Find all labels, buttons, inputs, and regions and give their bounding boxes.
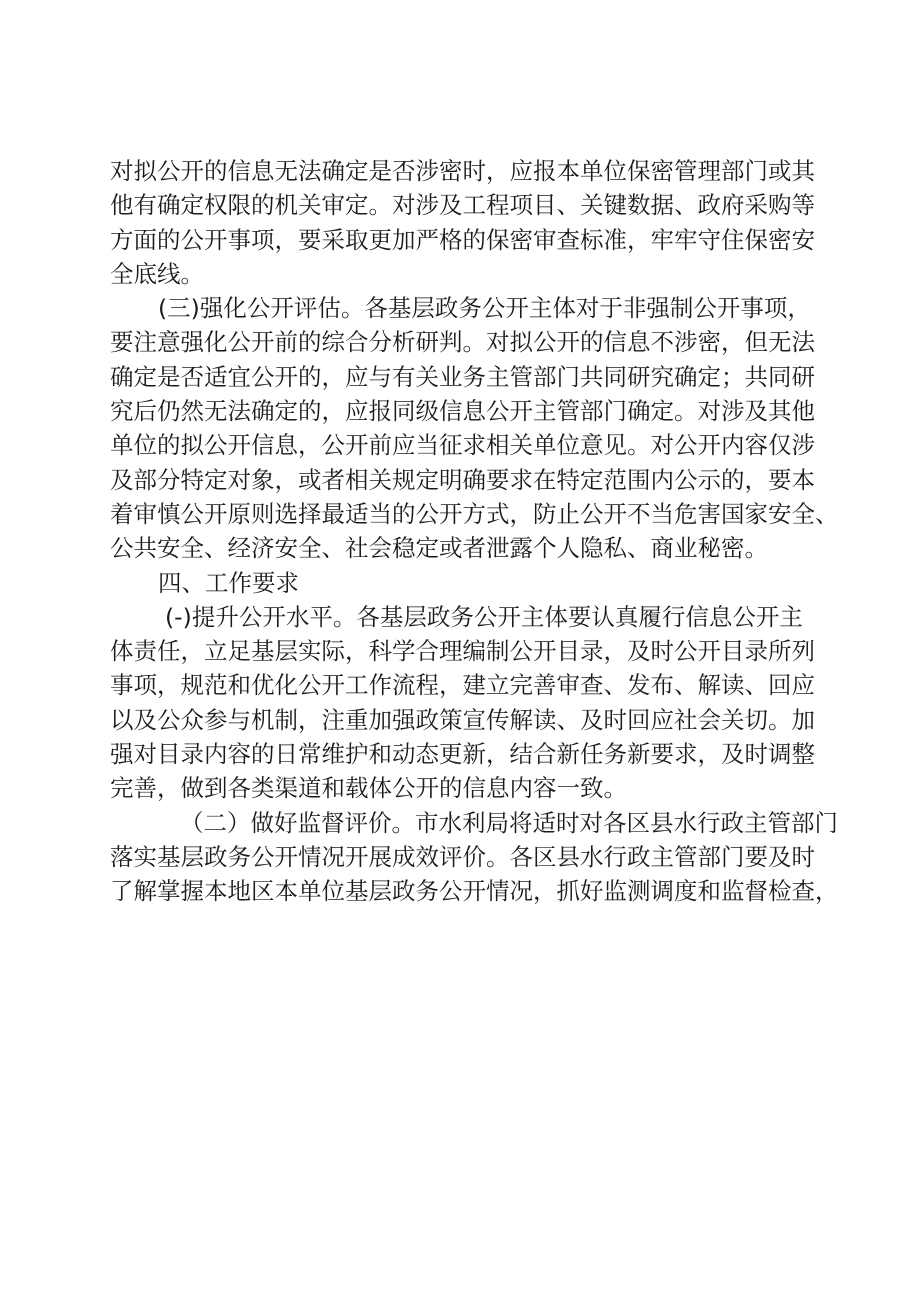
paragraph-line: 完善，做到各类渠道和载体公开的信息内容一致。 [110, 774, 627, 803]
paragraph-line: 单位的拟公开信息，公开前应当征求相关单位意见。对公开内容仅涉 [110, 431, 815, 460]
paragraph-line: 全底线。 [110, 259, 204, 288]
paragraph-line: 体责任，立足基层实际，科学合理编制公开目录，及时公开目录所列 [110, 637, 815, 666]
paragraph-line: 究后仍然无法确定的，应报同级信息公开主管部门确定。对涉及其他 [110, 397, 815, 426]
paragraph-line: 公共安全、经济安全、社会稳定或者泄露个人隐私、商业秘密。 [110, 534, 768, 563]
paragraph-line: 强对目录内容的日常维护和动态更新，结合新任务新要求，及时调整 [110, 740, 815, 769]
paragraph-line: （二）做好监督评价。市水利局将适时对各区县水行政主管部门 [180, 808, 838, 837]
paragraph-line: 事项，规范和优化公开工作流程，建立完善审查、发布、解读、回应 [110, 671, 815, 700]
paragraph-line: 了解掌握本地区本单位基层政务公开情况，抓好监测调度和监督检查， [110, 877, 839, 906]
paragraph-line: 及部分特定对象，或者相关规定明确要求在特定范围内公示的，要本 [110, 465, 815, 494]
paragraph-line: 落实基层政务公开情况开展成效评价。各区县水行政主管部门要及时 [110, 842, 815, 871]
paragraph-line: 方面的公开事项，要采取更加严格的保密审查标准，牢牢守住保密安 [110, 225, 815, 254]
paragraph-line: 对拟公开的信息无法确定是否涉密时，应报本单位保密管理部门或其 [110, 157, 815, 185]
paragraph-line: (三)强化公开评估。各基层政务公开主体对于非强制公开事项， [158, 294, 811, 323]
paragraph-line: 要注意强化公开前的综合分析研判。对拟公开的信息不涉密，但无法 [110, 328, 815, 357]
paragraph-line: 确定是否适宜公开的，应与有关业务主管部门共同研究确定；共同研 [110, 362, 815, 391]
paragraph-line: (-)提升公开水平。各基层政务公开主体要认真履行信息公开主 [165, 602, 803, 631]
section-heading: 四、工作要求 [158, 568, 299, 597]
paragraph-line: 以及公众参与机制，注重加强政策宣传解读、及时回应社会关切。加 [110, 705, 815, 734]
paragraph-line: 着审慎公开原则选择最适当的公开方式，防止公开不当危害国家安全、 [110, 499, 839, 528]
document-body [110, 154, 839, 909]
paragraph-line: 他有确定权限的机关审定。对涉及工程项目、关键数据、政府采购等 [110, 191, 815, 220]
